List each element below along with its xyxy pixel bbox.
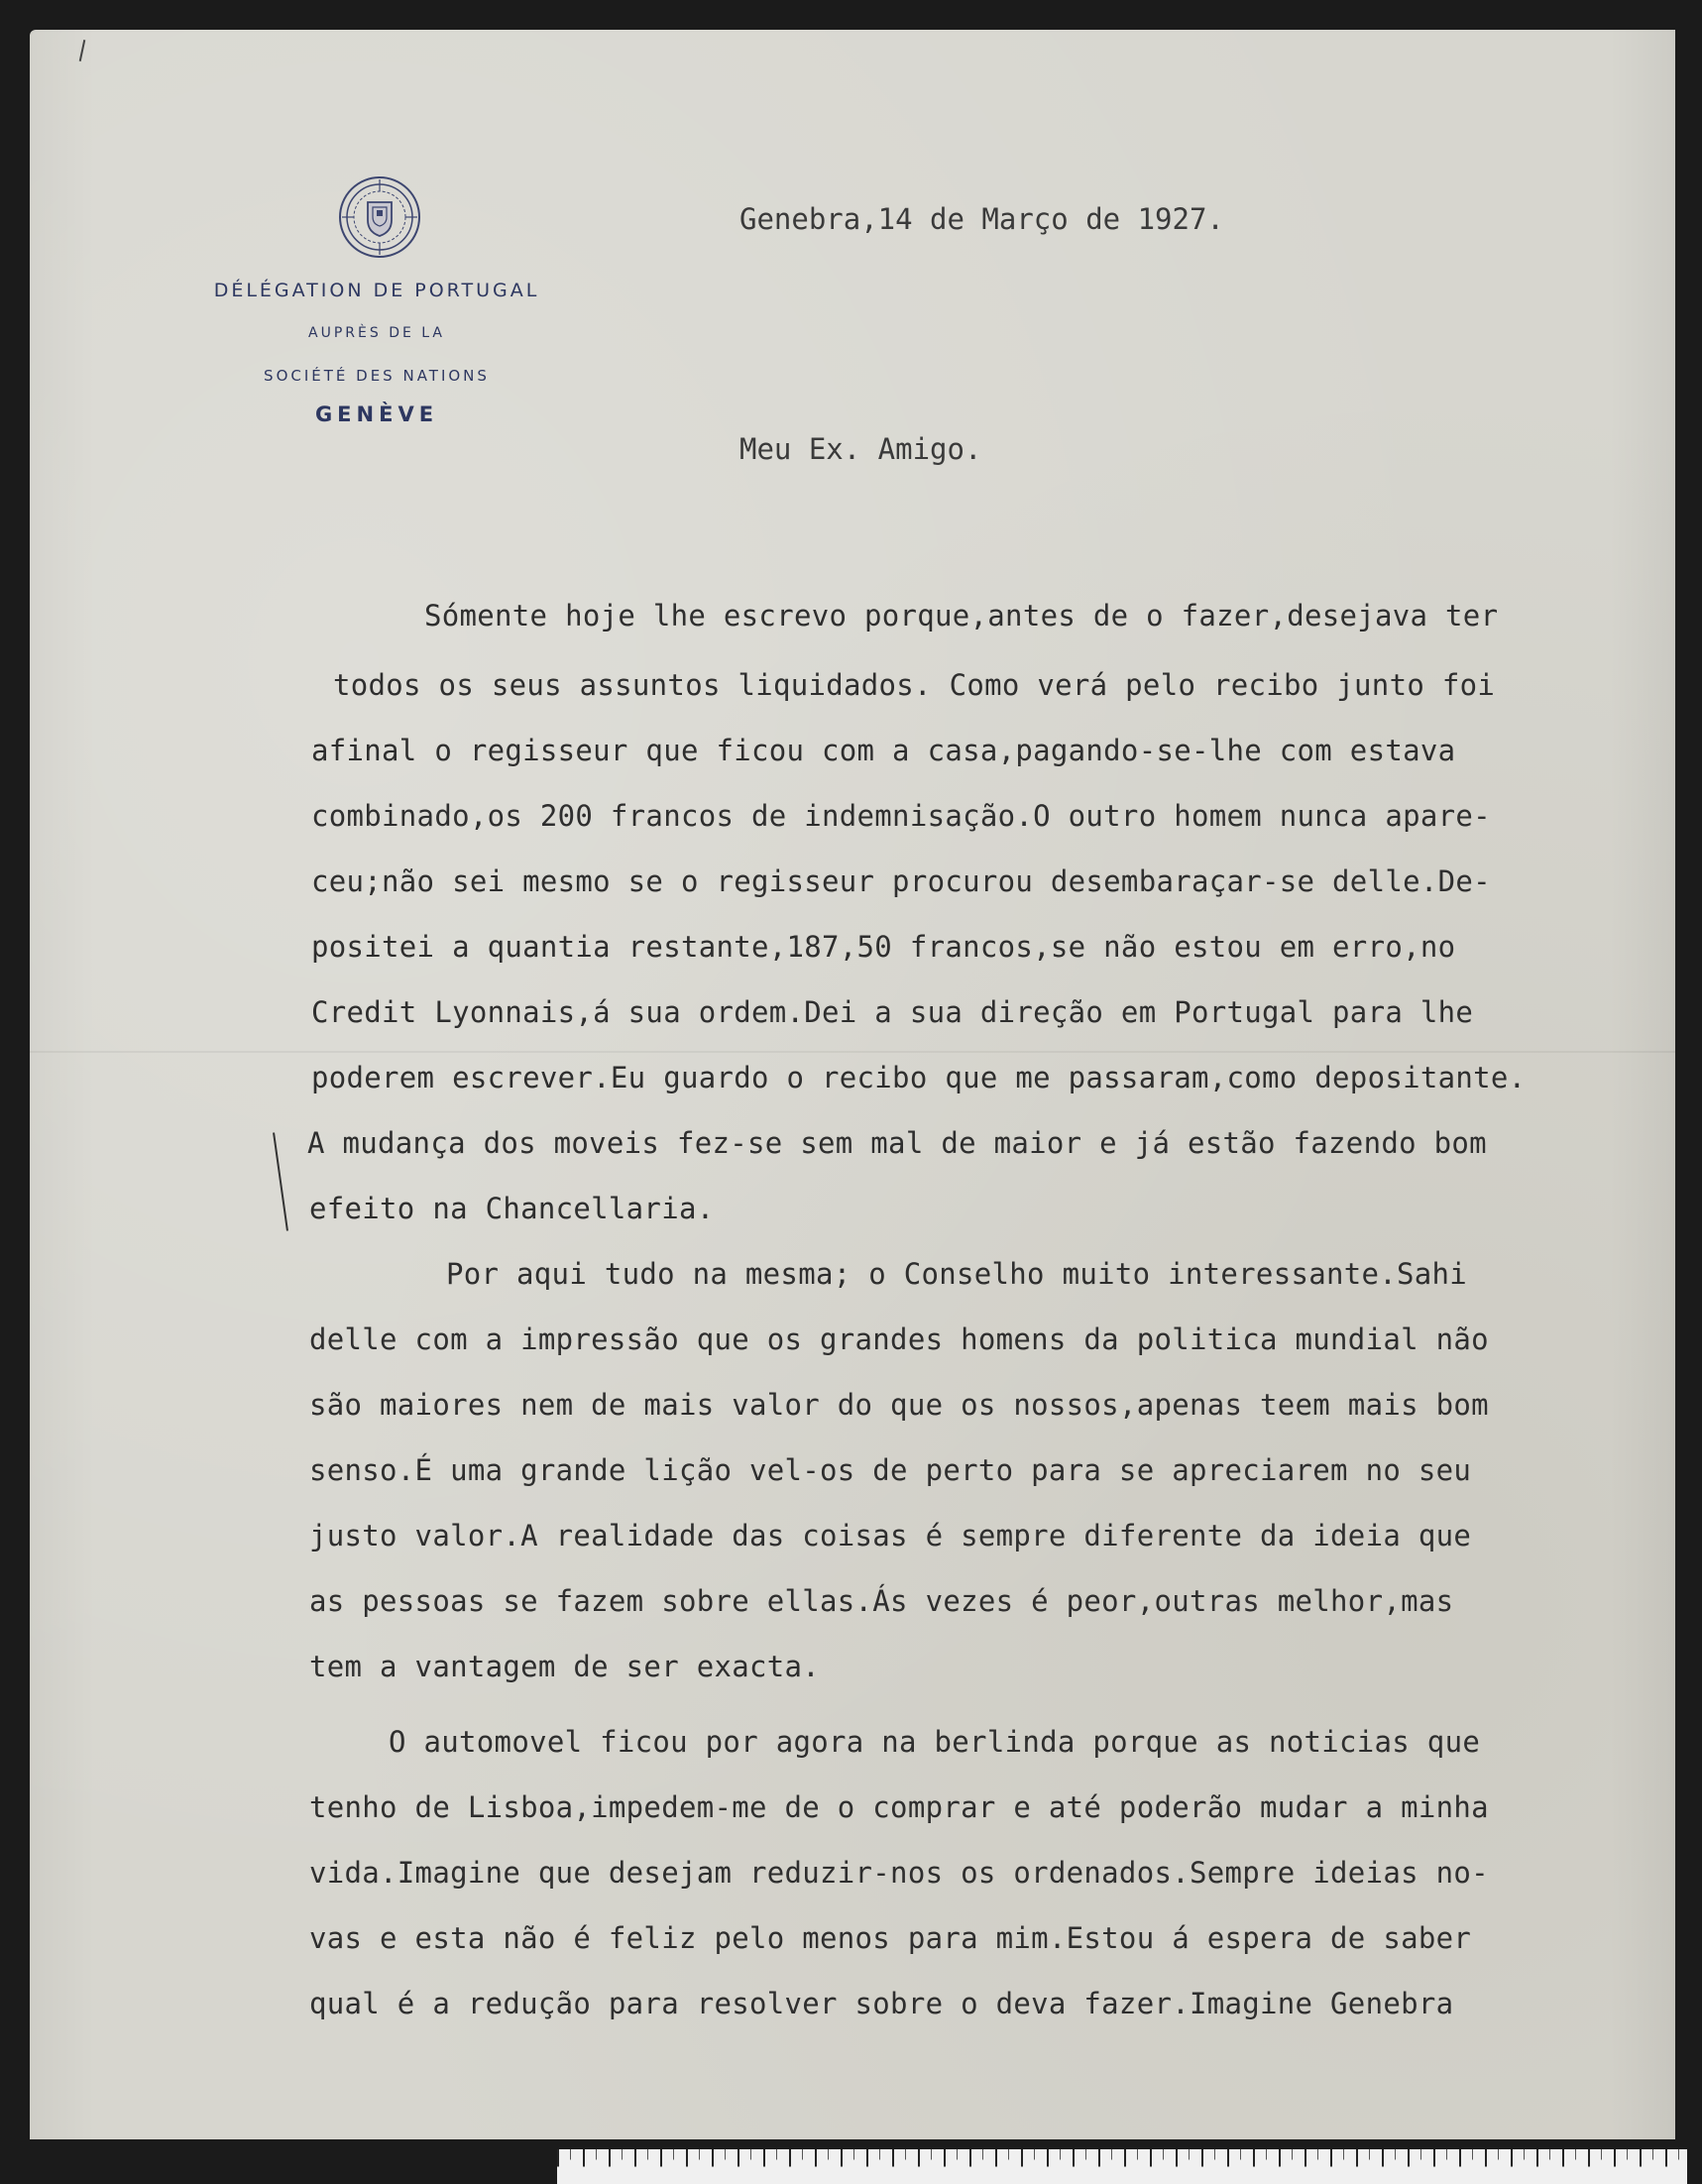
body-line: A mudança dos moveis fez-se sem mal de maior e já estão fazendo bom	[307, 1126, 1487, 1160]
body-line: vida.Imagine que desejam reduzir-nos os ordenados.Sempre ideias no-	[309, 1856, 1489, 1890]
body-line: efeito na Chancellaria.	[309, 1192, 715, 1225]
body-line: todos os seus assuntos liquidados. Como verá pelo recibo junto foi	[333, 668, 1496, 702]
body-line: Por aqui tudo na mesma; o Conselho muito interessante.Sahi	[446, 1257, 1468, 1291]
letterhead-aupres: AUPRÈS DE LA	[308, 325, 445, 341]
body-line: qual é a redução para resolver sobre o deva fazer.Imagine Genebra	[309, 1987, 1454, 2020]
letterhead-delegation: DÉLÉGATION DE PORTUGAL	[213, 280, 540, 301]
body-line: combinado,os 200 francos de indemnisação.O outro homem nunca apare-	[311, 799, 1491, 833]
body-line: delle com a impressão que os grandes homens da politica mundial não	[309, 1322, 1489, 1356]
body-line: tem a vantagem de ser exacta.	[309, 1650, 821, 1683]
body-line: Credit Lyonnais,á sua ordem.Dei a sua direção em Portugal para lhe	[311, 995, 1474, 1029]
scale-ruler	[557, 2149, 1687, 2184]
body-line: as pessoas se fazem sobre ellas.Ás vezes é peor,outras melhor,mas	[309, 1584, 1454, 1618]
body-line: Sómente hoje lhe escrevo porque,antes de o fazer,desejava ter	[424, 599, 1499, 632]
letterhead-city: GENÈVE	[314, 402, 439, 426]
body-line: vas e esta não é feliz pelo menos para mim.Estou á espera de saber	[309, 1921, 1472, 1955]
body-line: são maiores nem de mais valor do que os nossos,apenas teem mais bom	[309, 1388, 1489, 1422]
body-line: tenho de Lisboa,impedem-me de o comprar e até poderão mudar a minha	[309, 1790, 1489, 1824]
salutation: Meu Ex. Amigo.	[739, 432, 982, 466]
paper-fold	[30, 1051, 1675, 1053]
coat-of-arms-icon	[337, 174, 422, 260]
body-line: justo valor.A realidade das coisas é sempre diferente da ideia que	[309, 1519, 1472, 1552]
letterhead-societe: SOCIÉTÉ DES NATIONS	[264, 367, 490, 385]
body-line: O automovel ficou por agora na berlinda porque as noticias que	[389, 1725, 1481, 1759]
body-line: positei a quantia restante,187,50 francos,se não estou em erro,no	[311, 930, 1456, 964]
body-line: poderem escrever.Eu guardo o recibo que me passaram,como depositante.	[311, 1061, 1527, 1094]
dateline: Genebra,14 de Março de 1927.	[739, 202, 1224, 236]
body-line: senso.É uma grande lição vel-os de perto para se apreciarem no seu	[309, 1453, 1472, 1487]
body-line: ceu;não sei mesmo se o regisseur procurou desembaraçar-se delle.De-	[311, 864, 1491, 898]
body-line: afinal o regisseur que ficou com a casa,pagando-se-lhe com estava	[311, 734, 1456, 767]
